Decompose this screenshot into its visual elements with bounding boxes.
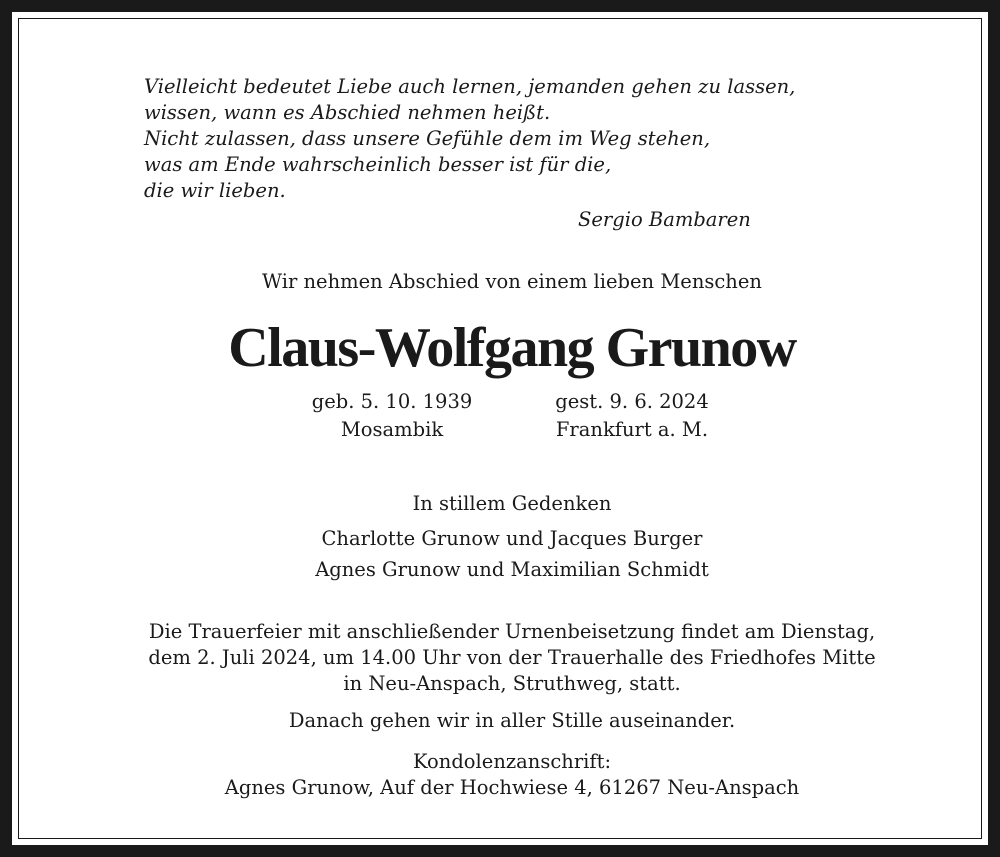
funeral-line: Die Trauerfeier mit anschließender Urnenbeisetzung findet am Dienstag, [148,620,876,643]
funeral-line: dem 2. Juli 2024, um 14.00 Uhr von der Trauerhalle des Friedhofes Mitte [148,646,876,669]
intro-text: Wir nehmen Abschied von einem lieben Menschen [262,270,762,293]
funeral-notice [12,619,1000,697]
condolence-address-line: Agnes Grunow, Auf der Hochwiese 4, 61267 Neu-Anspach [224,776,800,799]
poem-author: Sergio Bambaren [578,208,751,231]
death-date: gest. 9. 6. 2024 [555,390,709,413]
poem [144,74,795,204]
mourner-line: Charlotte Grunow und Jacques Burger [321,527,703,550]
poem-line: wissen, wann es Abschied nehmen heißt. [144,101,551,124]
poem-line: die wir lieben. [144,179,286,202]
birth-info [292,388,492,444]
death-place: Frankfurt a. M. [555,418,709,441]
birth-date: geb. 5. 10. 1939 [311,390,473,413]
poem-line: Nicht zulassen, dass unsere Gefühle dem im Weg stehen, [144,127,711,150]
condolence-label: Kondolenzanschrift: [412,750,612,773]
mourner-line: Agnes Grunow und Maximilian Schmidt [315,558,709,581]
after-funeral-note: Danach gehen wir in aller Stille auseinander. [288,709,736,732]
poem-line: Vielleicht bedeutet Liebe auch lernen, jemanden gehen zu lassen, [144,75,796,98]
funeral-line: in Neu-Anspach, Struthweg, statt. [343,672,681,695]
memory-heading: In stillem Gedenken [412,492,612,515]
deceased-name: Claus-Wolfgang Grunow [228,317,796,379]
condolence-address [12,749,1000,801]
poem-line: was am Ende wahrscheinlich besser ist für die, [144,153,612,176]
birth-place: Mosambik [340,418,444,441]
death-info [532,388,732,444]
